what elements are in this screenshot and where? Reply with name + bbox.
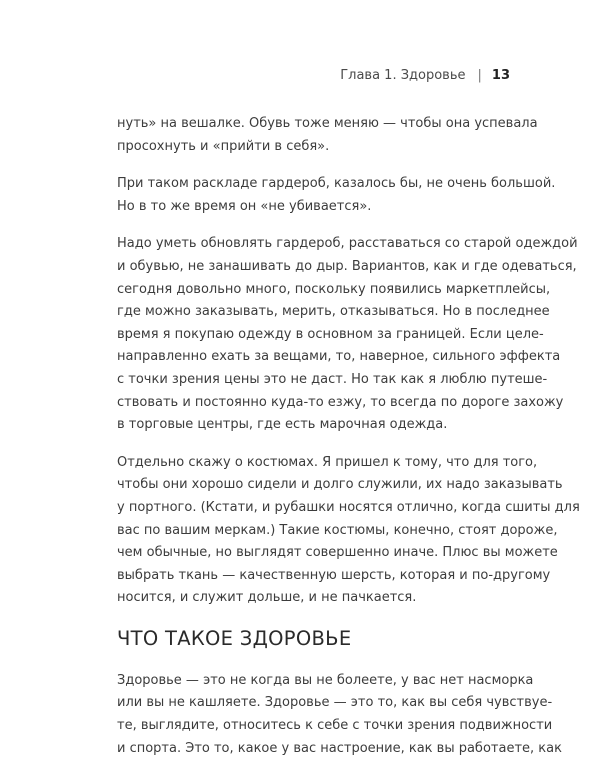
section-heading: ЧТО ТАКОЕ ЗДОРОВЬЕ [117, 626, 352, 650]
text-line: или вы не кашляете. Здоровье — это то, как вы себя чувствуе- [117, 695, 553, 711]
paragraph-4 [117, 452, 580, 610]
text-line: в торговые центры, где есть марочная одежда. [117, 417, 448, 433]
text-line: чтобы они хорошо сидели и долго служили, их надо заказывать [117, 477, 563, 493]
chapter-title: Глава 1. Здоровье [340, 68, 466, 83]
text-line: с точки зрения цены это не даст. Но так как я люблю путеше- [117, 371, 548, 387]
text-line: где можно заказывать, мерить, отказываться. Но в последнее [117, 304, 550, 320]
text-line: Здоровье — это не когда вы не болеете, у вас нет насморка [117, 672, 534, 688]
text-line: вас по вашим меркам.) Такие костюмы, конечно, стоят дороже, [117, 522, 558, 538]
text-line: те, выглядите, относитесь к себе с точки зрения подвижности [117, 718, 553, 734]
text-line: просохнуть и «прийти в себя». [117, 138, 330, 154]
text-line: и спорта. Это то, какое у вас настроение, как вы работаете, как [117, 740, 562, 756]
paragraph-2 [117, 173, 556, 218]
text-line: сегодня довольно много, поскольку появились маркетплейсы, [117, 281, 551, 297]
paragraph-3 [117, 233, 578, 436]
text-line: и обувью, не занашивать до дыр. Вариантов, как и где одеваться, [117, 258, 577, 274]
text-line: носится, и служит дольше, и не пачкается. [117, 590, 417, 606]
running-header [340, 68, 510, 83]
text-line: Надо уметь обновлять гардероб, расставаться со старой одеждой [117, 236, 578, 252]
text-line: Отдельно скажу о костюмах. Я пришел к тому, что для того, [117, 454, 538, 470]
paragraph-1 [117, 113, 538, 158]
text-line: При таком раскладе гардероб, казалось бы, не очень большой. [117, 176, 556, 192]
section-paragraph [117, 670, 562, 760]
page-number: 13 [491, 68, 510, 83]
text-line: ствовать и постоянно куда-то езжу, то всегда по дороге захожу [117, 394, 564, 410]
text-line: чем обычные, но выглядят совершенно иначе. Плюс вы можете [117, 545, 558, 561]
text-line: Но в то же время он «не убивается». [117, 198, 372, 214]
header-separator: | [477, 68, 482, 83]
text-line: нуть» на вешалке. Обувь тоже меняю — чтобы она успевала [117, 116, 538, 131]
text-line: у портного. (Кстати, и рубашки носятся отлично, когда сшиты для [117, 499, 580, 515]
text-line: выбрать ткань — качественную шерсть, которая и по-другому [117, 567, 551, 583]
text-line: направленно ехать за вещами, то, наверное, сильного эффекта [117, 349, 561, 365]
body-text [117, 113, 580, 775]
text-line: время я покупаю одежду в основном за границей. Если целе- [117, 326, 544, 342]
